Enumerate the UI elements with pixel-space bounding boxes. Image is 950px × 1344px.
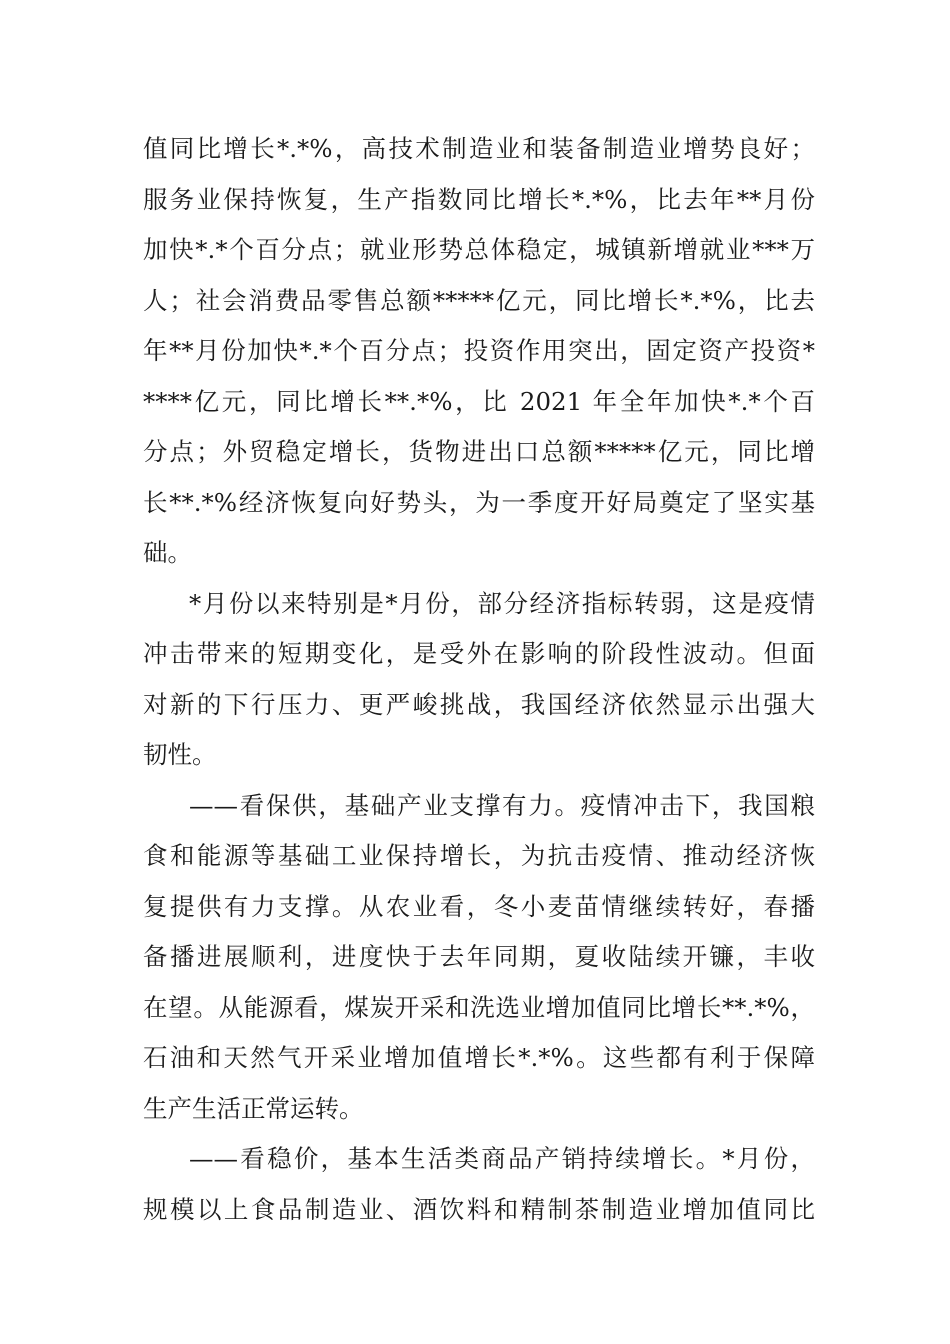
paragraph-line: 对新的下行压力、更严峻挑战，我国经济依然显示出强大 bbox=[143, 689, 815, 719]
paragraph-1 bbox=[143, 124, 815, 579]
paragraph-line: 石油和天然气开采业增加值增长*.*%。这些都有利于保障 bbox=[143, 1043, 815, 1072]
paragraph-line: 加快*.*个百分点；就业形势总体稳定，城镇新增就业***万 bbox=[143, 235, 815, 264]
paragraph-line: 冲击带来的短期变化，是受外在影响的阶段性波动。但面 bbox=[143, 639, 815, 668]
document-body bbox=[143, 124, 815, 1235]
paragraph-3 bbox=[143, 781, 815, 1135]
paragraph-line: ——看稳价，基本生活类商品产销持续增长。*月份， bbox=[189, 1144, 815, 1173]
paragraph-2 bbox=[143, 579, 815, 781]
paragraph-line: ****亿元，同比增长**.*%，比 2021 年全年加快*.*个百 bbox=[143, 386, 815, 416]
paragraph-line: 值同比增长*.*%，高技术制造业和装备制造业增势良好； bbox=[143, 134, 815, 163]
paragraph-line: 食和能源等基础工业保持增长，为抗击疫情、推动经济恢 bbox=[143, 841, 815, 870]
paragraph-line: 在望。从能源看，煤炭开采和洗选业增加值同比增长**.*%， bbox=[143, 992, 815, 1022]
paragraph-line: 服务业保持恢复，生产指数同比增长*.*%，比去年**月份 bbox=[143, 184, 815, 214]
paragraph-line: 复提供有力支撑。从农业看，冬小麦苗情继续转好，春播 bbox=[143, 891, 815, 921]
paragraph-line: *月份以来特别是*月份，部分经济指标转弱，这是疫情 bbox=[189, 588, 815, 618]
paragraph-line: 备播进展顺利，进度快于去年同期，夏收陆续开镰，丰收 bbox=[143, 942, 815, 971]
paragraph-line: 长**.*%经济恢复向好势头，为一季度开好局奠定了坚实基 bbox=[143, 487, 815, 517]
paragraph-line: 础。 bbox=[143, 538, 192, 567]
paragraph-4 bbox=[143, 1134, 815, 1235]
paragraph-line: 生产生活正常运转。 bbox=[143, 1093, 364, 1123]
paragraph-line: 韧性。 bbox=[143, 740, 217, 769]
paragraph-line: 规模以上食品制造业、酒饮料和精制茶制造业增加值同比 bbox=[143, 1194, 815, 1224]
paragraph-line: ——看保供，基础产业支撑有力。疫情冲击下，我国粮 bbox=[189, 790, 815, 820]
paragraph-line: 人；社会消费品零售总额*****亿元，同比增长*.*%，比去 bbox=[143, 285, 815, 315]
paragraph-line: 年**月份加快*.*个百分点；投资作用突出，固定资产投资* bbox=[143, 336, 815, 365]
paragraph-line: 分点；外贸稳定增长，货物进出口总额*****亿元，同比增 bbox=[143, 437, 815, 466]
